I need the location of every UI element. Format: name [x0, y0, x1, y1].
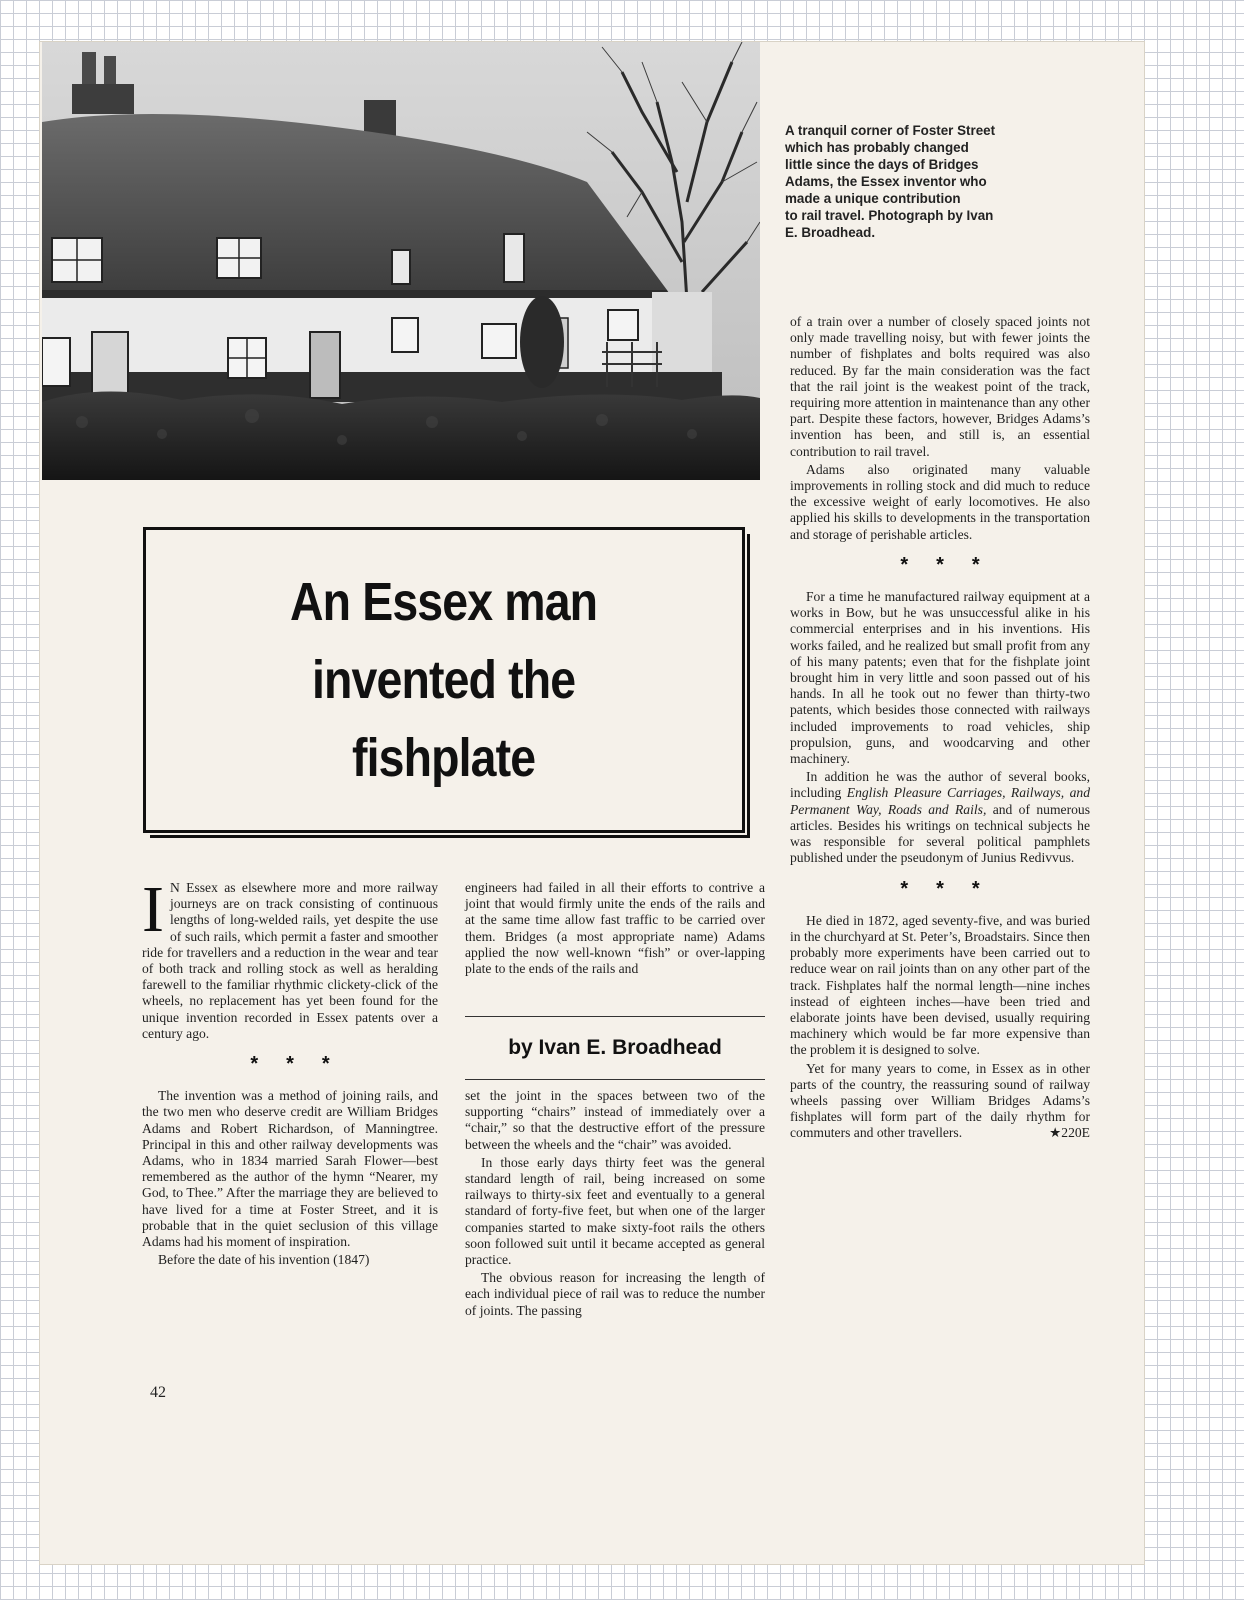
- paragraph: [790, 769, 1090, 866]
- byline: by Ivan E. Broadhead: [508, 1036, 722, 1059]
- section-break-stars: ***: [900, 877, 1008, 900]
- paragraph: Before the date of his invention (1847): [158, 1252, 370, 1268]
- thatched-cottage-image: [42, 42, 760, 480]
- end-mark: ★220E: [1049, 1125, 1090, 1141]
- paragraph: In those early days thirty feet was the general standard length of rail, being increased on some railways to thirty-six feet and eventually to a general standard of forty-five feet, but when one of the larger companies started to make sixty-foot rails the others soon followed suit until it became accepted as general practice.: [465, 1154, 765, 1268]
- headline: An Essex man invented the fishplate: [290, 572, 598, 788]
- page-number: 42: [150, 1384, 166, 1401]
- article-column-3: [790, 314, 1090, 1144]
- paragraph: of a train over a number of closely spaced joints not only made travelling noisy, but with fewer joints the number of fishplates and bolts required was also reduced. By far the main consideration was the fact that the rail joint is the weakest point of the track, requiring more attention in maintenance than any other part. Despite these factors, however, Bridges Adams’s invention has been, and still is, an essential contribution to rail travel.: [790, 314, 1090, 459]
- article-column-2-top: [465, 880, 765, 979]
- caption-text: A tranquil corner of Foster Street which has probably changed little since the days of Bridges Adams, the Essex inventor who made a unique contribution to rail travel. Photograph by Ivan E. Broadhead.: [785, 123, 996, 240]
- article-column-1: [142, 873, 438, 1270]
- drop-cap: I: [142, 873, 164, 946]
- paragraph: set the joint in the spaces between two of the supporting “chairs” instead of immediately over a “chair,” so that the destructive effort of the pressure between the wheels and the “chair” was avoided.: [465, 1088, 765, 1152]
- article-column-2-bottom: [465, 1088, 765, 1321]
- paragraph: engineers had failed in all their efforts to contrive a joint that would firmly unite the ends of the rails and at the same time allow fast traffic to be carried over them. Bridges (a most appropriate name) Adams applied the now well-known “fish” or over-lapping plate to the ends of the rails and: [465, 880, 765, 977]
- cottage-photograph: [42, 42, 760, 480]
- section-break-stars: ***: [900, 553, 1008, 576]
- paragraph-text: and of numerous articles. Besides his writings on technical subjects he was responsible for several political pamphlets published under the pseudonym of Junius Redivvus.: [790, 801, 1090, 866]
- byline-rule: [465, 1016, 765, 1080]
- paragraph: Adams also originated many valuable improvements in rolling stock and did much to reduce the excessive weight of early locomotives. He also applied his skills to developments in the transportation and storage of perishable articles.: [790, 461, 1090, 542]
- paragraph: The invention was a method of joining rails, and the two men who deserve credit are William Bridges Adams and Robert Richardson, of Manningtree. Principal in this and other railway developments was Adams, who in 1834 married Sarah Flower—best remembered as the author of the hymn “Nearer, my God, to Thee.” After the marriage they are believed to have lived for a time at Foster Street, and it is probable that in the quiet seclusion of this village Adams had his moment of inspiration.: [142, 1088, 438, 1250]
- magazine-page: [40, 42, 1144, 1564]
- photo-caption: [785, 122, 1085, 241]
- opening-paragraph: [142, 873, 438, 1042]
- paragraph: For a time he manufactured railway equipment at a works in Bow, but he was unsuccessful alike in his commercial enterprises and in his inventions. His works failed, and he realized but small profit from any of his many patents; even that for the fishplate joint brought him in very little and soon passed out of his hands. In all he took out no fewer than thirty-two patents, which besides those connected with railways included improvements to road vehicles, ship propulsion, guns, and woodcarving and other machinery.: [790, 589, 1090, 767]
- headline-box: [143, 527, 745, 833]
- section-break-stars: ***: [250, 1053, 358, 1076]
- book-titles: English Pleasure Carriages, Railways, and Permanent Way, Roads and Rails,: [790, 785, 1090, 817]
- opening-paragraph-text: N Essex as elsewhere more and more railway journeys are on track consisting of continuous lengths of long-welded rails, yet despite the use of such rails, which permit a faster and smoother ride for travellers and a reduction in the wear and tear of both track and rolling stock as well as heralding farewell to the familiar rhythmic clickety-click of the wheels, no replacement has yet been found for the unique invention recorded in Essex patents over a century ago.: [142, 880, 438, 1041]
- closing-paragraph-text: Yet for many years to come, in Essex as in other parts of the country, the reassuring sound of railway wheels passing over William Bridges Adams’s fishplates will form part of the daily rhythm for commuters and other travellers.: [790, 1060, 1090, 1141]
- paragraph: The obvious reason for increasing the length of each individual piece of rail was to reduce the number of joints. The passing: [465, 1270, 765, 1318]
- paragraph: [790, 1061, 1090, 1142]
- paragraph-text: In addition he was the author of several books, including: [790, 769, 1090, 801]
- paragraph: He died in 1872, aged seventy-five, and was buried in the churchyard at St. Peter’s, Broadstairs. Since then probably more experiments have been carried out to reduce wear on rail joints than on any other part of the track. Fishplates half the normal length—nine inches instead of eighteen inches—have been tried and elaborate joints have been devised, usually requiring machinery which would be far more expensive than the problem it is designed to solve.: [790, 912, 1090, 1058]
